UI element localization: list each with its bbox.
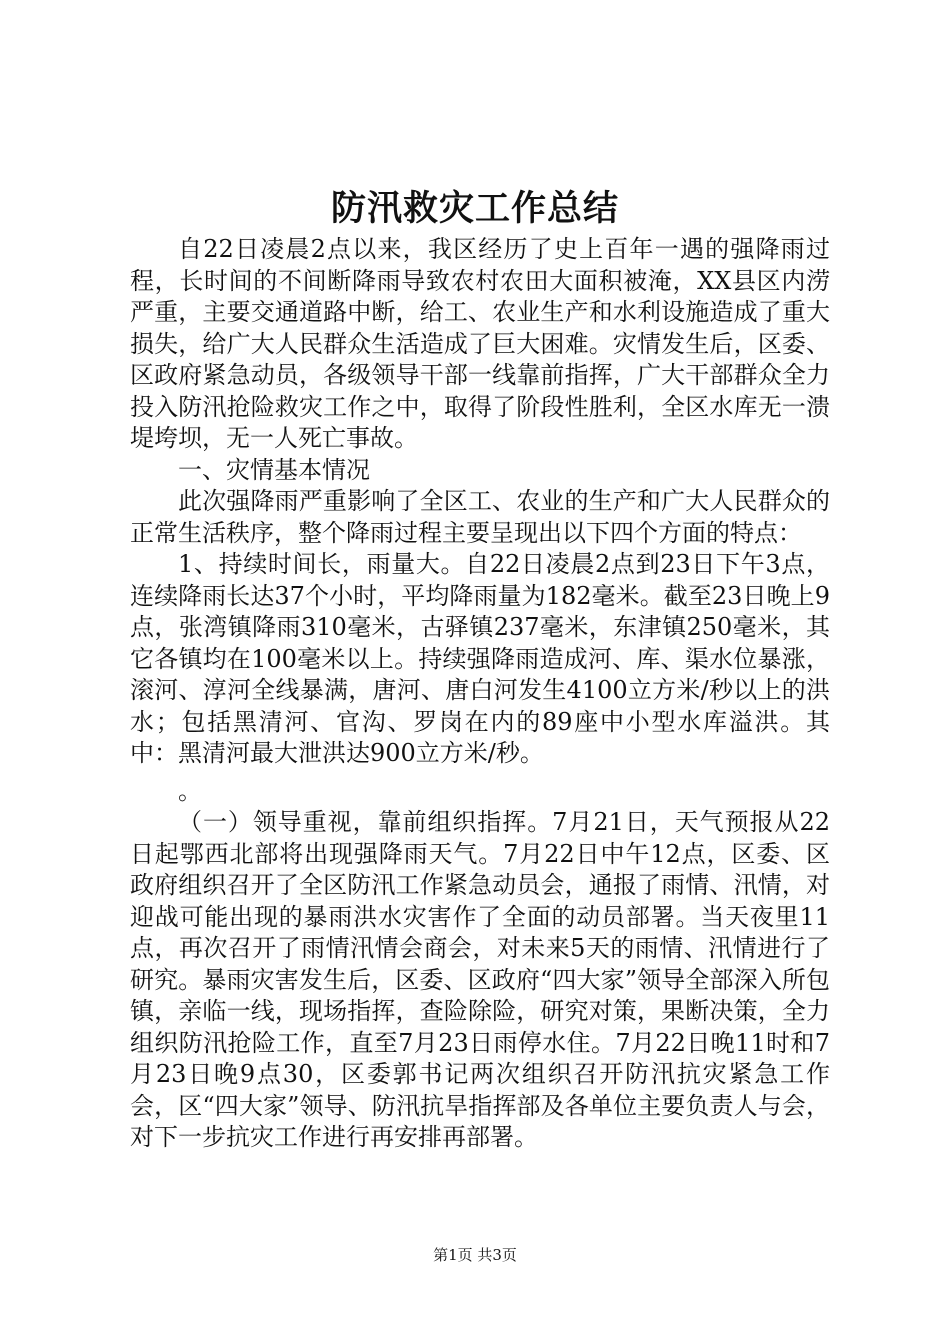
paragraph-leadership: （一）领导重视，靠前组织指挥。7月21日，天气预报从22日起鄂西北部将出现强降雨天气。7月22日中午12点，区委、区政府组织召开了全区防汛工作紧急动员会，通报了雨情、汛情，对迎战可能出现的暴雨洪水灾害作了全面的动员部署。当天夜里11点，再次召开了雨情汛情会商会，对未来5天的雨情、汛情进行了研究。暴雨灾害发生后，区委、区政府“四大家”领导全部深入所包镇，亲临一线，现场指挥，查险除险，研究对策，果断决策，全力组织防汛抢险工作，直至7月23日雨停水住。7月22日晚11时和7月23日晚9点30，区委郭书记两次组织召开防汛抗灾紧急工作会，区“四大家”领导、防汛抗旱指挥部及各单位主要负责人与会，对下一步抗灾工作进行再安排再部署。 xyxy=(130,808,830,1151)
page-footer: 第1页 共3页 xyxy=(433,1246,517,1264)
document-title: 防汛救灾工作总结 xyxy=(330,188,619,229)
paragraph-feature-1: 1、持续时间长，雨量大。自22日凌晨2点到23日下午3点，连续降雨长达37个小时，平均降雨量为182毫米。截至23日晚上9点，张湾镇降雨310毫米，古驿镇237毫米，东津镇250毫米，其它各镇均在100毫米以上。持续强降雨造成河、库、渠水位暴涨，滚河、淳河全线暴满，唐河、唐白河发生4100立方米/秒以上的洪水；包括黑清河、官沟、罗岗在内的89座中小型水库溢洪。其中：黑清河最大泄洪达900立方米/秒。 xyxy=(130,550,830,767)
document-body xyxy=(130,234,830,1154)
paragraph-rain-impact: 此次强降雨严重影响了全区工、农业的生产和广大人民群众的正常生活秩序，整个降雨过程主要呈现出以下四个方面的特点： xyxy=(130,487,830,547)
paragraph-intro: 自22日凌晨2点以来，我区经历了史上百年一遇的强降雨过程，长时间的不间断降雨导致农村农田大面积被淹，XX县区内涝严重，主要交通道路中断，给工、农业生产和水利设施造成了重大损失，给广大人民群众生活造成了巨大困难。灾情发生后，区委、区政府紧急动员，各级领导干部一线靠前指挥，广大干部群众全力投入防汛抢险救灾工作之中，取得了阶段性胜利，全区水库无一溃堤垮坝，无一人死亡事故。 xyxy=(130,235,830,452)
paragraph-stray-mark: 。 xyxy=(178,776,202,805)
section-heading-disaster-overview: 一、灾情基本情况 xyxy=(178,455,370,484)
